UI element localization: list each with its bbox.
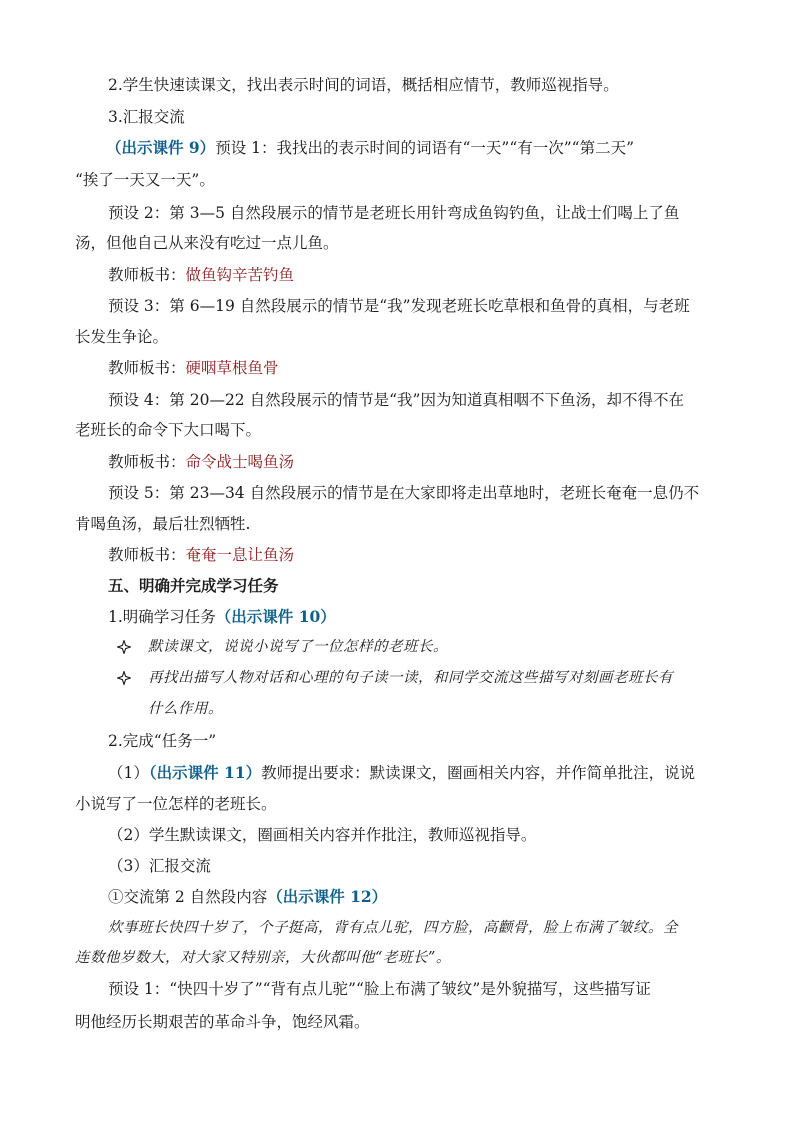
quote-text-cont: 连数他岁数大，对大家又特别亲，大伙都叫他“老班长”。 [75, 950, 451, 966]
board-note-3 [108, 450, 294, 474]
analysis-preset-1-cont: 明他经历长期艰苦的革命斗争，饱经风霜。 [75, 1013, 370, 1031]
quote-text: 炊事班长快四十岁了，个子挺高，背有点儿驼，四方脸，高颧骨，脸上布满了皱纹。全 [108, 920, 678, 936]
analysis-preset-1: 预设 1：“快四十岁了”“背有点儿驼”“脸上布满了皱纹”是外貌描写，这些描写证 [108, 980, 651, 998]
diamond-star-icon [117, 671, 131, 685]
task-1-heading: 2.完成“任务一” [108, 732, 217, 750]
task-1-step-2: （2）学生默读课文，圈画相关内容并作批注，教师巡视指导。 [108, 826, 537, 844]
task-1-step-1-cont: 小说写了一位怎样的老班长。 [75, 795, 277, 813]
board-label: 教师板书： [108, 359, 186, 377]
courseware-tag: （出示课件 11） [148, 763, 262, 782]
board-label: 教师板书： [108, 266, 186, 284]
task-intro-text: 1.明确学习任务 [108, 608, 216, 626]
task-1-step-3: （3）汇报交流 [108, 857, 211, 875]
board-note-1 [108, 263, 294, 287]
preset-4-cont: 老班长的命令下大口喝下。 [75, 421, 262, 439]
diamond-star-icon [117, 640, 131, 654]
courseware-tag: （出示课件 12） [267, 887, 388, 906]
preset-2-text: 预设 2：第 3—5 自然段展示的情节是老班长用针弯成鱼钩钓鱼，让战士们喝上了鱼 [108, 204, 680, 222]
preset-2-cont: 汤，但他自己从来没有吃过一点儿鱼。 [75, 234, 339, 252]
board-value: 硬咽草根鱼骨 [185, 359, 279, 377]
task-1-step-1 [108, 761, 695, 785]
board-note-4 [108, 543, 294, 567]
preset-3-cont: 长发生争论。 [75, 328, 169, 346]
section-5-heading: 五、明确并完成学习任务 [108, 576, 279, 595]
step-2-text: 2.学生快速读课文，找出表示时间的词语，概括相应情节，教师巡视指导。 [108, 76, 619, 94]
task-bullet-2-cont: 什么作用。 [148, 701, 223, 717]
preset-1-text: 预设 1：我找出的表示时间的词语有“一天”“有一次”“第二天” [215, 139, 635, 157]
preset-5-cont: 肯喝鱼汤，最后壮烈牺牲. [75, 515, 251, 533]
paragraph-2-heading [108, 885, 387, 909]
board-value: 奄奄一息让鱼汤 [185, 546, 295, 564]
step-number: （1） [108, 764, 149, 782]
board-value: 命令战士喝鱼汤 [185, 453, 295, 471]
preset-1-cont: “挨了一天又一天”。 [75, 171, 215, 189]
task-intro [108, 605, 336, 629]
paragraph-2-text: ①交流第 2 自然段内容 [108, 888, 268, 906]
task-bullet-2: 再找出描写人物对话和心理的句子读一读，和同学交流这些描写对刻画老班长有 [148, 670, 673, 686]
preset-1-line [106, 136, 634, 160]
preset-5-text: 预设 5：第 23—34 自然段展示的情节是在大家即将走出草地时，老班长奄奄一息仍不 [108, 484, 700, 502]
courseware-tag: （出示课件 9） [106, 138, 216, 157]
courseware-tag: （出示课件 10） [215, 607, 336, 626]
preset-3-text: 预设 3：第 6—19 自然段展示的情节是“我”发现老班长吃草根和鱼骨的真相，与老班 [108, 297, 690, 315]
board-label: 教师板书： [108, 453, 186, 471]
task-bullet-1: 默读课文，说说小说写了一位怎样的老班长。 [148, 639, 448, 655]
board-label: 教师板书： [108, 546, 186, 564]
step-3-heading: 3.汇报交流 [108, 108, 185, 126]
board-value: 做鱼钩辛苦钓鱼 [185, 266, 295, 284]
step-text: 教师提出要求：默读课文，圈画相关内容，并作简单批注，说说 [261, 764, 696, 782]
board-note-2 [108, 356, 279, 380]
preset-4-text: 预设 4：第 20—22 自然段展示的情节是“我”因为知道真相咽不下鱼汤，却不得不在 [108, 391, 684, 409]
